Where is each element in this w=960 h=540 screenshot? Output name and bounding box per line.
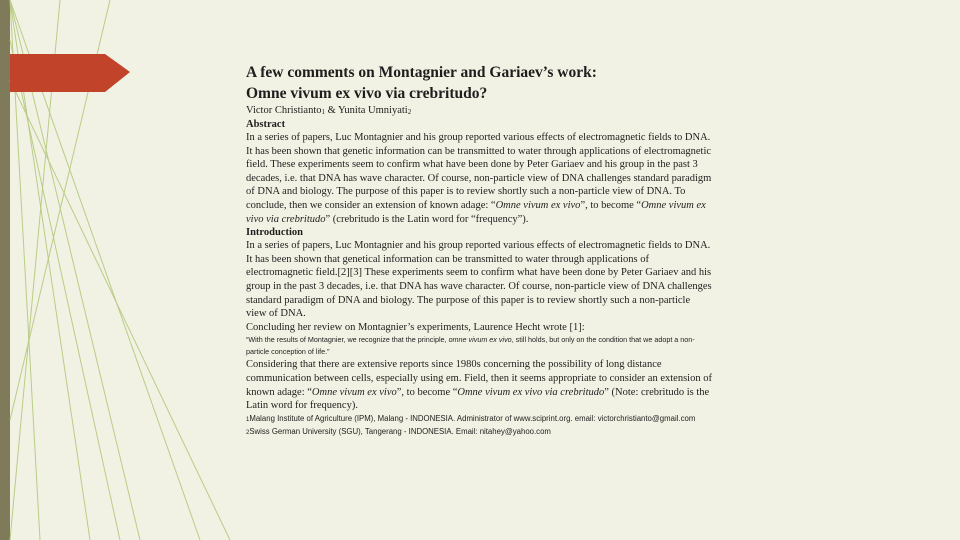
authors-line bbox=[246, 104, 712, 118]
decorative-lines bbox=[0, 0, 240, 540]
intro-text-part: ”, to become “ bbox=[396, 386, 458, 398]
red-arrow-banner bbox=[10, 54, 130, 92]
footnote-2-text: Swiss German University (SGU), Tangerang - INDONESIA. Email: nitahey@yahoo.com bbox=[249, 426, 551, 436]
author-2-mark: 2 bbox=[407, 108, 412, 116]
author-1-mark: 1 bbox=[321, 108, 325, 116]
deco-line bbox=[10, 80, 230, 540]
abstract-italic: Omne vivum ex vivo bbox=[495, 199, 581, 211]
abstract-text-part: ” (crebritudo is the Latin word for “frequency”). bbox=[325, 213, 529, 225]
footnote-1-text: Malang Institute of Agriculture (IPM), Malang - INDONESIA. Administrator of www.sciprint.org. email: victorchristianto@gmail.com bbox=[249, 413, 696, 423]
quote-text-part: “With the results of Montagnier, we recognize that the principle, bbox=[246, 335, 449, 345]
title-line-1: A few comments on Montagnier and Gariaev’s work: bbox=[246, 64, 597, 81]
intro-italic: Omne vivum ex vivo via crebritudo bbox=[457, 386, 605, 398]
footnote-2-mark: 2 bbox=[246, 429, 250, 436]
abstract-text bbox=[246, 131, 712, 226]
abstract-heading: Abstract bbox=[246, 119, 286, 130]
intro-paragraph-2: Concluding her review on Montagnier’s experiments, Laurence Hecht wrote [1]: bbox=[246, 321, 585, 333]
footnote-2 bbox=[246, 426, 712, 439]
footnote-1-mark: 1 bbox=[246, 416, 250, 423]
author-1: Victor Christianto bbox=[246, 105, 322, 116]
intro-paragraph-1: In a series of papers, Luc Montagnier and his group reported various effects of electromagnetic fields to DNA. It has been shown that genetical information can be transmitted to water through applications of electromagnetic field.[2][3] These experiments seem to confirm what have been done by Peter Gariaev and his group in the past 3 decades, i.e. that DNA has wave character. Of course, non-particle view of DNA challenges standard paradigm of DNA and biology. The purpose of this paper is to review shortly such a non-particle view of DNA. bbox=[246, 240, 712, 320]
abstract-text-part: In a series of papers, Luc Montagnier and his group reported various effects of electromagnetic fields to DNA. It has been shown that genetic information can be transmitted to water through applications of electromagnetic field. These experiments seem to confirm what have been done by Peter Gariaev and his group in the past 3 decades, i.e. that DNA has wave character. Of course, non-particle view of DNA challenges standard paradigm of DNA and biology. The purpose of this paper is to review shortly such a non-particle view of DNA. To conclude, then we consider an extension of known adage: “ bbox=[246, 132, 712, 211]
title-line-2: Omne vivum ex vivo via crebritudo? bbox=[246, 85, 488, 102]
paper-title bbox=[246, 62, 712, 104]
abstract-italic: Omne vivum ex vivo via crebritudo bbox=[246, 199, 706, 225]
abstract-text-part: ”, to become “ bbox=[580, 199, 642, 211]
intro-text-part: ” (Note: crebritudo is the Latin word for frequency). bbox=[246, 386, 710, 412]
quote-italic: omne vivum ex vivo bbox=[448, 335, 512, 345]
paper-content bbox=[246, 62, 712, 439]
introduction-heading: Introduction bbox=[246, 227, 303, 239]
intro-text-part: Considering that there are extensive reports since 1980s concerning the possibility of long distance communication between cells, especially using em. Field, then it seems appropriate to consider an extension of known adage: “ bbox=[246, 359, 712, 398]
footnote-1 bbox=[246, 413, 712, 426]
intro-italic: Omne vivum ex vivo bbox=[311, 386, 397, 398]
author-separator: & bbox=[324, 105, 339, 116]
author-2: Yunita Umniyati bbox=[338, 105, 408, 116]
hecht-quote bbox=[246, 334, 712, 358]
quote-text-part: , still holds, but only on the condition that we adopt a non-particle conception of life.” bbox=[246, 335, 695, 357]
intro-paragraph-3 bbox=[246, 358, 712, 412]
